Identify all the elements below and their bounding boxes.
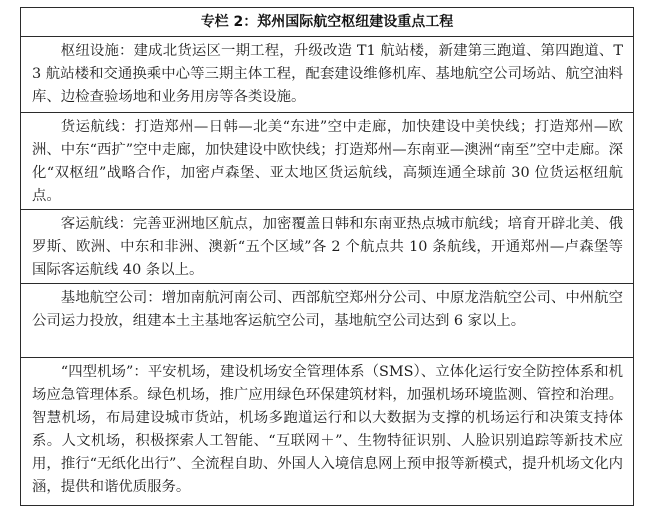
section-cargo-routes: 货运航线：打造郑州—日韩—北美“东进”空中走廊，加快建设中美快线；打造郑州—欧洲、中东“西扩”空中走廊，加快建设中欧快线；打造郑州—东南亚—澳洲“南至”空中走廊。深化“双枢纽”战略合作，加密卢森堡、亚太地区货运航线，高频连通全球前 30 位货运枢纽航点。 <box>21 113 633 210</box>
section-passenger-routes: 客运航线：完善亚洲地区航点，加密覆盖日韩和东南亚热点城市航线；培育开辟北美、俄罗斯、欧洲、中东和非洲、澳新“五个区域”各 2 个航点共 10 条航线，开通郑州—卢森堡等国际客运航线 40 条以上。 <box>21 210 633 284</box>
section-base-airlines: 基地航空公司：增加南航河南公司、西部航空郑州分公司、中原龙浩航空公司、中州航空公司运力投放，组建本土主基地客运航空公司，基地航空公司达到 6 家以上。 <box>21 284 633 358</box>
column-box <box>20 7 634 506</box>
column-title: 专栏 2：郑州国际航空枢纽建设重点工程 <box>21 8 633 37</box>
section-four-type-airport: “四型机场”：平安机场，建设机场安全管理体系（SMS）、立体化运行安全防控体系和机场应急管理体系。绿色机场，推广应用绿色环保建筑材料，加强机场环境监测、管控和治理。智慧机场，布局建设城市货站，机场多跑道运行和以大数据为支撑的机场运行和决策支持体系。人文机场，积极探索人工智能、“互联网＋”、生物特征识别、人脸识别追踪等新技术应用，推行“无纸化出行”、全流程自助、外国人入境信息网上预申报等新模式，提升机场文化内涵，提供和谐优质服务。 <box>32 364 623 495</box>
section-hub-facilities: 枢纽设施：建成北货运区一期工程，升级改造 T1 航站楼，新建第三跑道、第四跑道、T3 航站楼和交通换乘中心等三期主体工程，配套建设维修机库、基地航空公司场站、航空油料库、边检查验场地和业务用房等各类设施。 <box>21 37 633 113</box>
